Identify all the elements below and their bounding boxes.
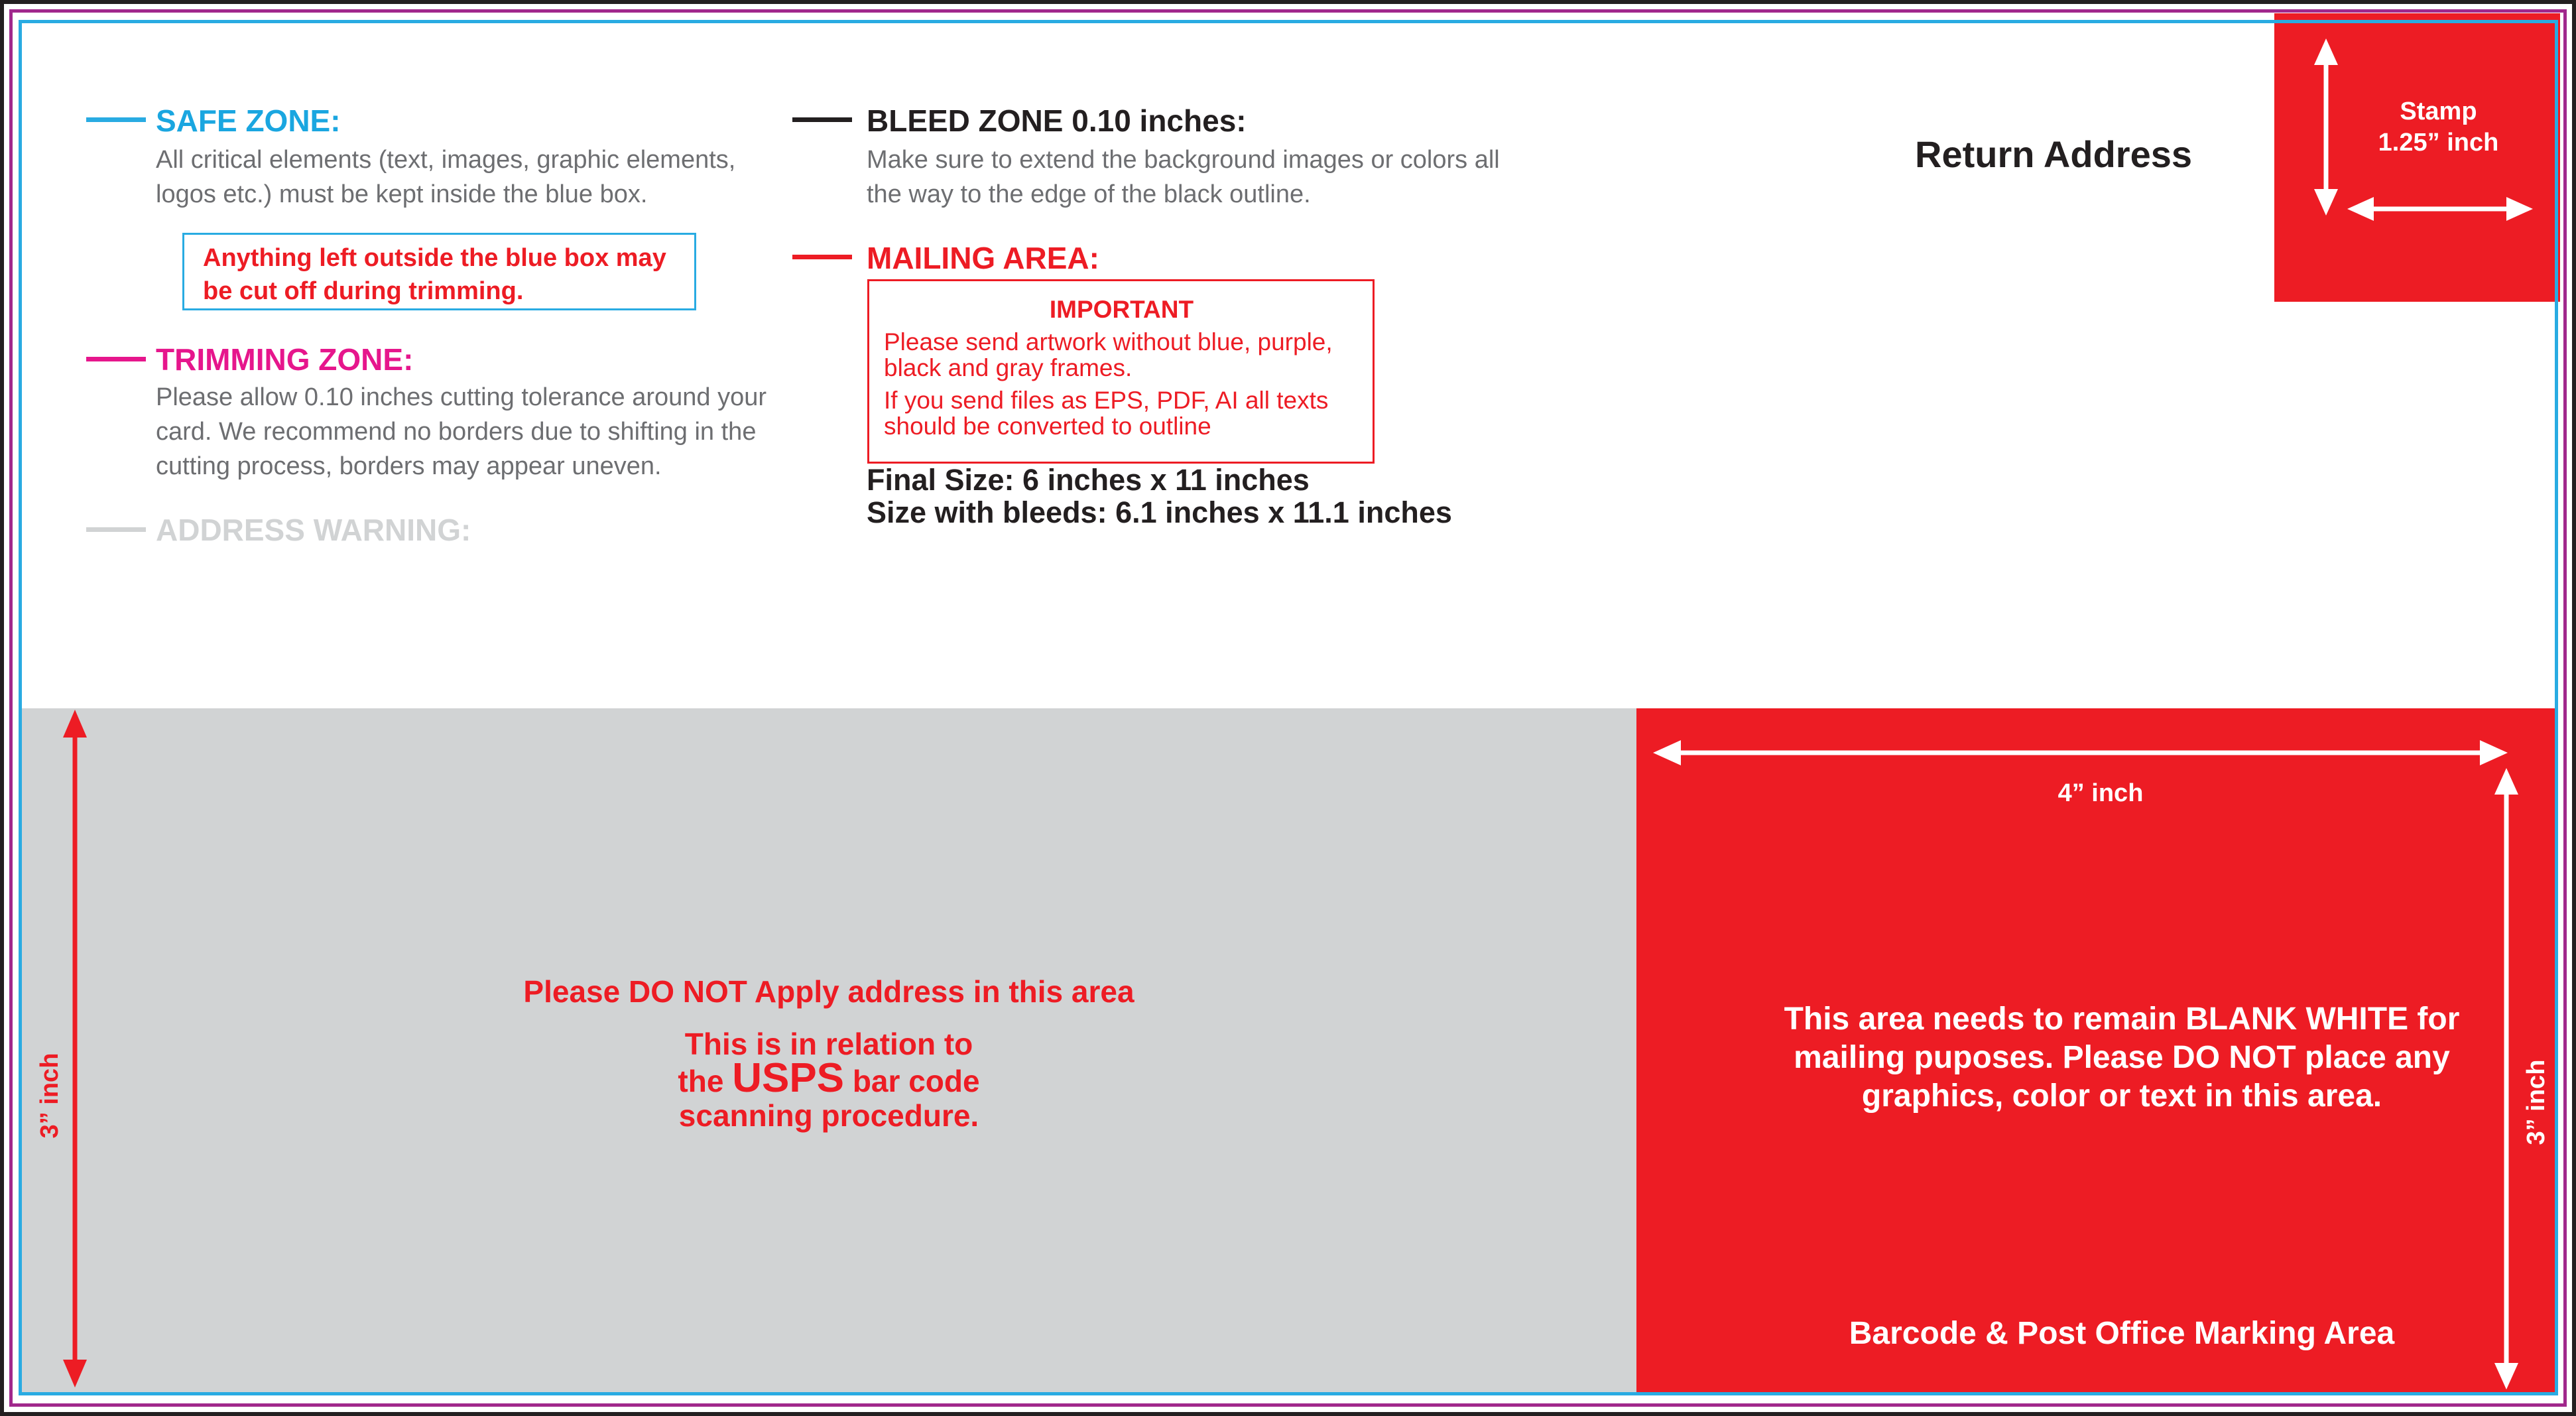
usps-notice-line-3: scanning procedure. xyxy=(678,1098,979,1133)
trimming-zone-description: Please allow 0.10 inches cutting tolerance around your card. We recommend no borders due to shifting in the cutting process, borders may appear uneven. xyxy=(156,383,767,480)
barcode-arrow-head-right xyxy=(2480,740,2508,765)
usps-suffix: bar code xyxy=(852,1064,980,1098)
address-warning-title: ADDRESS WARNING: xyxy=(156,513,471,547)
stamp-size: 1.25” inch xyxy=(2378,129,2499,157)
bleed-zone-description: Make sure to extend the background images or colors all the way to the edge of the black outline. xyxy=(867,146,1500,208)
trimming-zone-title: TRIMMING ZONE: xyxy=(156,342,414,377)
mailing-area-title: MAILING AREA: xyxy=(867,241,1099,275)
safe-zone-title: SAFE ZONE: xyxy=(156,103,341,138)
do-not-apply-address: Please DO NOT Apply address in this area xyxy=(523,974,1135,1009)
safe-zone-warning: Anything left outside the blue box may be cut off during trimming. xyxy=(203,244,666,305)
barcode-height-label: 3” inch xyxy=(2522,1059,2550,1145)
barcode-area-footer: Barcode & Post Office Marking Area xyxy=(1849,1316,2395,1351)
blank-white-notice: This area needs to remain BLANK WHITE for mailing puposes. Please DO NOT place any graphics, color or text in this area. xyxy=(1784,1001,2460,1114)
important-title: IMPORTANT xyxy=(1049,296,1194,323)
barcode-width-label: 4” inch xyxy=(2057,779,2144,807)
important-line-2: If you send files as EPS, PDF, AI all texts should be converted to outline xyxy=(884,387,1329,440)
gray-area-height-label: 3” inch xyxy=(36,1053,64,1139)
important-line-1: Please send artwork without blue, purple, black and gray frames. xyxy=(884,328,1333,381)
bleed-size: Size with bleeds: 6.1 inches x 11.1 inches xyxy=(867,495,1452,529)
stamp-label: Stamp xyxy=(2400,97,2477,125)
barcode-arrow-head-up xyxy=(2494,768,2518,795)
safe-zone-description: All critical elements (text, images, graphic elements, logos etc.) must be kept inside the blue box. xyxy=(156,146,736,208)
barcode-arrow-head-down xyxy=(2494,1363,2518,1389)
return-address: Return Address xyxy=(1915,133,2193,175)
barcode-arrow-head-left xyxy=(1653,740,1681,765)
bleed-zone-title: BLEED ZONE 0.10 inches: xyxy=(867,103,1247,138)
usps-prefix: the xyxy=(678,1064,724,1098)
final-size: Final Size: 6 inches x 11 inches xyxy=(867,463,1310,497)
usps-brand: USPS xyxy=(732,1055,845,1101)
usps-notice-line-1: This is in relation to xyxy=(684,1027,973,1061)
